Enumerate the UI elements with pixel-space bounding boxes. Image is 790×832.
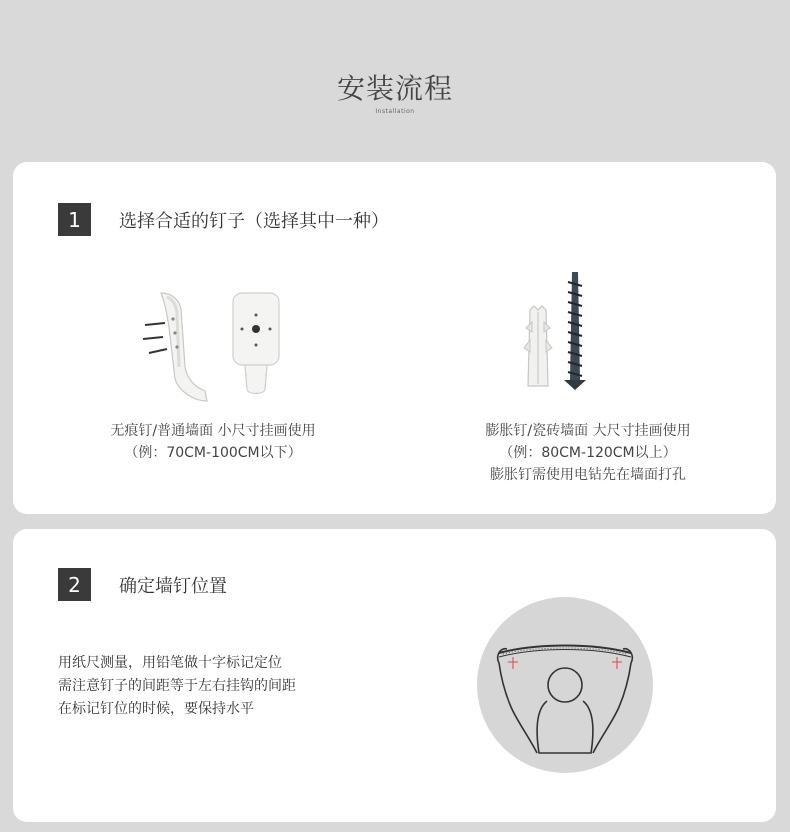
step-2-title: 确定墙钉位置 xyxy=(119,575,227,597)
measuring-diagram-illustration xyxy=(477,597,653,773)
expansion-screw-caption-line-2: （例：80CM-120CM以上） xyxy=(499,445,677,461)
expansion-screw-caption-line-1: 膨胀钉/瓷砖墙面 大尺寸挂画使用 xyxy=(485,423,691,439)
step-2-line-3: 在标记钉位的时候，要保持水平 xyxy=(58,701,254,717)
section-header xyxy=(0,72,790,115)
step-2-number-badge: 2 xyxy=(58,568,91,601)
screw-icon xyxy=(564,272,586,390)
hook-front-view-icon xyxy=(233,293,279,394)
section-title: 安装流程 xyxy=(336,72,453,105)
step-1-heading xyxy=(58,203,389,236)
step-2-description xyxy=(58,652,296,721)
section-subtitle: Installation xyxy=(375,108,415,115)
step-1-card xyxy=(13,162,776,514)
traceless-nail-caption xyxy=(53,420,373,464)
step-2-line-1: 用纸尺测量，用铅笔做十字标记定位 xyxy=(58,655,282,671)
traceless-nail-caption-line-2: （例：70CM-100CM以下） xyxy=(124,445,302,461)
wall-plug-icon xyxy=(524,306,552,386)
step-2-line-2: 需注意钉子的间距等于左右挂钩的间距 xyxy=(58,678,296,694)
hook-side-view-icon xyxy=(143,293,207,401)
expansion-screw-image xyxy=(518,268,598,398)
step-1-number-badge: 1 xyxy=(58,203,91,236)
step-2-heading xyxy=(58,568,227,601)
step-1-title: 选择合适的钉子（选择其中一种） xyxy=(119,210,389,232)
traceless-nail-caption-line-1: 无痕钉/普通墙面 小尺寸挂画使用 xyxy=(110,423,316,439)
expansion-screw-caption-line-3: 膨胀钉需使用电钻先在墙面打孔 xyxy=(490,467,686,483)
expansion-screw-caption xyxy=(408,420,768,486)
traceless-nail-hook-image xyxy=(141,287,281,407)
step-2-card xyxy=(13,529,776,822)
